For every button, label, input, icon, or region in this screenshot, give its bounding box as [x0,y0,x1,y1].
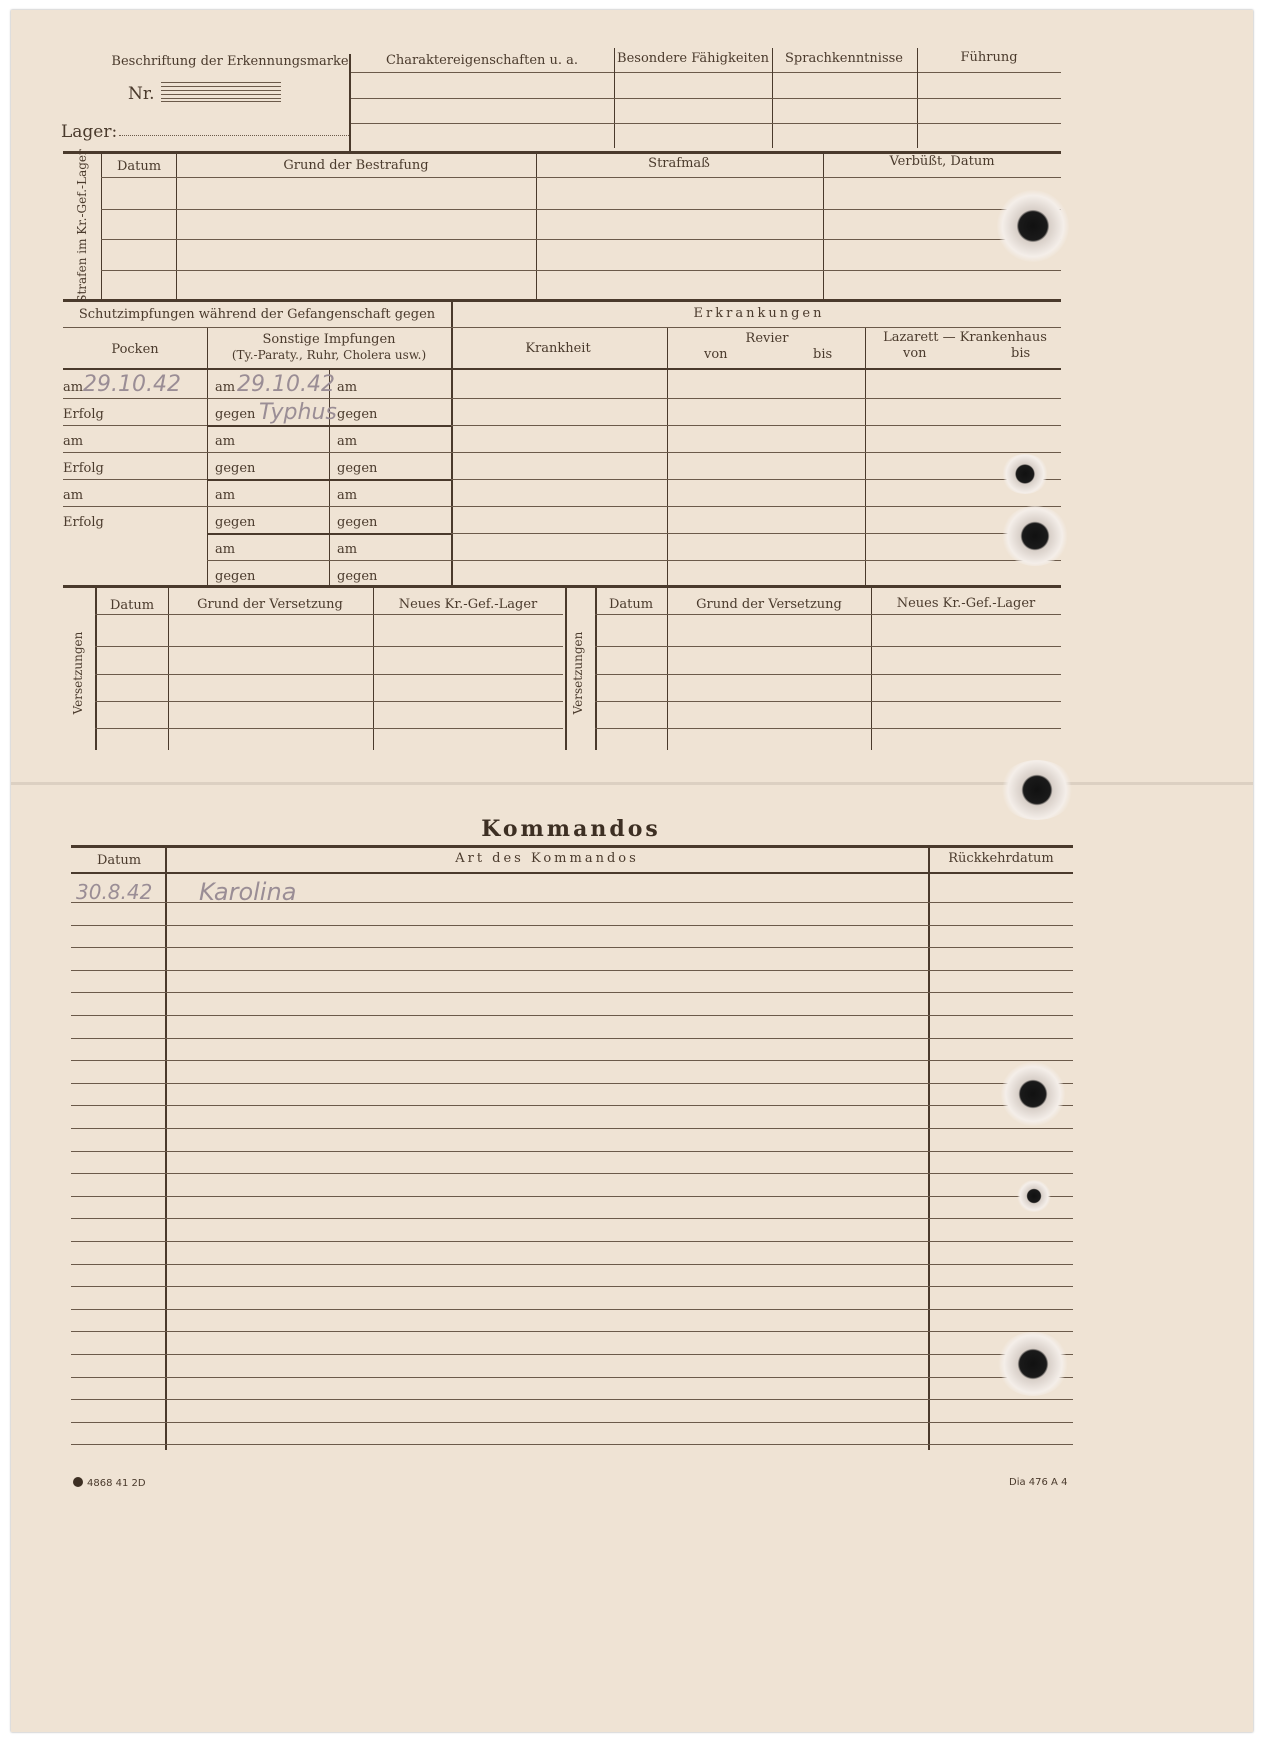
sonstige2-gegen-2: gegen [337,461,378,476]
strafen-strafmass: Strafmaß [648,156,710,171]
sonstige2-am-2: am [337,434,358,449]
punch-hole [1001,506,1069,566]
erkr-revier-bis: bis [813,347,833,362]
fuehrung-header: Führung [960,50,1018,65]
footer-right: Dia 476 A 4 [1009,1477,1068,1488]
kommandos-row-line [71,1128,1073,1129]
kommandos-row-line [71,970,1073,971]
kommandos-row-line [71,1196,1073,1197]
strafen-datum: Datum [116,159,162,174]
sonstige1-gegen-1: gegen [215,407,256,422]
sonstige2-am-1: am [337,380,358,395]
charakter-header: Charaktereigenschaften u. a. [385,53,579,68]
kommandos-row-line [71,1354,1073,1355]
kommandos-row-line [71,925,1073,926]
kommandos-row-line [71,1083,1073,1084]
nr-label: Nr. [128,84,155,104]
kommandos-datum: Datum [96,853,142,868]
sonstige2-gegen-4: gegen [337,569,378,584]
kommandos-row-line [71,1399,1073,1400]
kommandos-row-line [71,1422,1073,1423]
pocken-erfolg-3: Erfolg [63,515,104,530]
sonstige1-am-3: am [215,488,236,503]
pocken-erfolg-2: Erfolg [63,461,104,476]
sonstige-header: Sonstige Impfungen [262,332,396,347]
versetz-datum-right: Datum [608,597,654,612]
sonstige2-gegen-3: gegen [337,515,378,530]
kommandos-row-line [71,1241,1073,1242]
lager-field[interactable] [119,135,349,136]
kommandos-row-line [71,902,1073,903]
punch-hole [997,190,1069,262]
erkr-krankheit: Krankheit [525,341,591,356]
form-page [11,10,1253,1732]
faehigkeiten-header: Besondere Fähigkeiten [617,51,769,66]
punch-hole [1001,454,1049,494]
lager-label: Lager: [61,122,118,142]
sonstige-date-handwritten: 29.10.42 [237,372,335,397]
erkr-header: Erkrankungen [693,306,825,321]
versetz-neues-left: Neues Kr.-Gef.-Lager [398,597,538,612]
sonstige-typhus-handwritten: Typhus [259,400,337,425]
pocken-date-handwritten: 29.10.42 [83,372,181,397]
versetz-datum-left: Datum [109,598,155,613]
versetz-side-right: Versetzungen [571,631,585,715]
kommandos-row-line [71,992,1073,993]
kommandos-row-line [71,1015,1073,1016]
erkr-lazarett-von: von [903,346,927,361]
sonstige-sub: (Ty.-Paraty., Ruhr, Cholera usw.) [231,348,427,362]
impf-header: Schutzimpfungen während der Gefangenschaft gegen [78,307,436,322]
pocken-am-1: am [63,380,84,395]
sonstige1-am-2: am [215,434,236,449]
erkr-lazarett-bis: bis [1011,346,1031,361]
punch-hole [1001,1062,1065,1126]
kommandos-art: Art des Kommandos [455,851,639,866]
footer-code: 4868 41 2D [87,1478,146,1489]
versetz-neues-right: Neues Kr.-Gef.-Lager [896,596,1036,611]
sonstige2-am-4: am [337,542,358,557]
sonstige1-am-4: am [215,542,236,557]
punch-hole [999,760,1075,820]
strafen-grund: Grund der Bestrafung [283,158,429,173]
kommandos-row-line [71,1264,1073,1265]
erkr-revier-von: von [704,347,728,362]
kommandos-place-handwritten: Karolina [199,878,297,906]
pocken-am-2: am [63,434,84,449]
sonstige1-gegen-2: gegen [215,461,256,476]
kommandos-row-line [71,1286,1073,1287]
beschriftung-label: Beschriftung der Erkennungsmarke [111,54,349,69]
versetz-side-left: Versetzungen [71,631,85,715]
footer-logo-icon [73,1477,83,1487]
nr-field[interactable] [161,82,281,102]
punch-hole [1017,1180,1051,1212]
erkr-revier: Revier [745,331,789,346]
sonstige1-am-1: am [215,380,236,395]
sonstige2-am-3: am [337,488,358,503]
kommandos-rueck: Rückkehrdatum [948,851,1054,866]
kommandos-row-line [71,1218,1073,1219]
kommandos-row-line [71,1105,1073,1106]
strafen-verbuesst: Verbüßt, Datum [889,154,995,169]
strafen-side-label: Strafen im Kr.-Gef.-Lager [75,149,89,303]
sonstige2-gegen-1: gegen [337,407,378,422]
erkr-lazarett: Lazarett — Krankenhaus [883,330,1047,345]
kommandos-row-line [71,1173,1073,1174]
sprach-header: Sprachkenntnisse [785,51,903,66]
sonstige1-gegen-3: gegen [215,515,256,530]
kommandos-date-handwritten: 30.8.42 [76,880,153,904]
kommandos-row-line [71,1331,1073,1332]
kommandos-row-line [71,1377,1073,1378]
versetz-grund-right: Grund der Versetzung [696,597,842,612]
kommandos-row-line [71,1151,1073,1152]
footer-left [73,1477,146,1489]
pocken-am-3: am [63,488,84,503]
sonstige1-gegen-4: gegen [215,569,256,584]
kommandos-row-line [71,1444,1073,1445]
pocken-header: Pocken [111,342,159,357]
kommandos-title: Kommandos [481,816,661,842]
kommandos-row-line [71,1038,1073,1039]
kommandos-row-line [71,1060,1073,1061]
kommandos-row-line [71,947,1073,948]
punch-hole [997,1332,1069,1396]
kommandos-row-line [71,1309,1073,1310]
versetz-grund-left: Grund der Versetzung [197,597,343,612]
pocken-erfolg-1: Erfolg [63,407,104,422]
